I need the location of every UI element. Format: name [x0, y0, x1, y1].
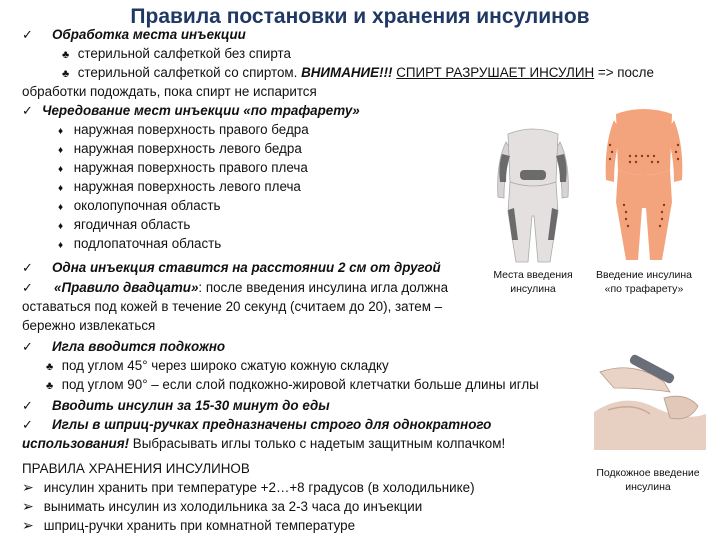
site-list-item: ♦ наружная поверхность левого бедра — [58, 140, 302, 159]
site-list-item: ♦ наружная поверхность правого бедра — [58, 121, 309, 140]
check-icon: ✓ — [22, 417, 33, 432]
section-6-heading: ✓ Вводить инсулин за 15-30 минут до еды — [22, 398, 330, 413]
warning-text: СПИРТ РАЗРУШАЕТ ИНСУЛИН — [396, 65, 595, 80]
injection-sites-figure — [488, 112, 578, 267]
club-bullet-icon: ♣ — [62, 49, 70, 61]
arrow-bullet-icon: ➢ — [22, 517, 34, 533]
site-list-item: ♦ наружная поверхность правого плеча — [58, 159, 308, 178]
check-icon: ✓ — [22, 280, 33, 295]
diamond-bullet-icon: ♦ — [58, 183, 64, 194]
section-2-heading: ✓ Чередование мест инъекции «по трафарету» — [22, 103, 360, 118]
figure-1-caption: Места введения инсулина — [493, 269, 573, 295]
check-icon: ✓ — [22, 260, 33, 275]
section-7-heading: ✓ Иглы в шприц-ручках предназначены строго для однократного — [22, 417, 492, 432]
check-icon: ✓ — [22, 398, 33, 413]
figure-3-caption: Подкожное введение инсулина — [596, 467, 700, 493]
page-title: Правила постановки и хранения инсулинов — [130, 5, 590, 28]
club-bullet-icon: ♣ — [62, 68, 70, 80]
section-5-item-1: ♣ под углом 45° через широко сжатую кожную складку — [46, 357, 389, 376]
check-icon: ✓ — [22, 103, 33, 118]
arrow-bullet-icon: ➢ — [22, 498, 34, 514]
section-4-line-1: ✓ «Правило двадцати»: после введения инсулина игла должна — [22, 280, 449, 295]
arrow-bullet-icon: ➢ — [22, 479, 34, 495]
section-1-item-2: ♣ стерильной салфеткой со спиртом. ВНИМАНИЕ!!! СПИРТ РАЗРУШАЕТ ИНСУЛИН => после — [62, 64, 654, 83]
storage-item: ➢ инсулин хранить при температуре +2…+8 градусов (в холодильнике) — [22, 479, 475, 495]
warning-label: ВНИМАНИЕ!!! — [301, 65, 393, 80]
site-list-item: ♦ наружная поверхность левого плеча — [58, 178, 301, 197]
subcutaneous-injection-figure — [594, 352, 706, 450]
section-5-item-2: ♣ под углом 90° – если слой подкожно-жировой клетчатки больше длины иглы — [46, 376, 539, 395]
site-list-item: ♦ подлопаточная область — [58, 235, 221, 254]
diamond-bullet-icon: ♦ — [58, 145, 64, 156]
section-3-heading: ✓ Одна инъекция ставится на расстоянии 2 см от другой — [22, 260, 441, 275]
diamond-bullet-icon: ♦ — [58, 164, 64, 175]
section-1-heading: ✓ Обработка места инъекции — [22, 27, 246, 42]
section-5-heading: ✓ Игла вводится подкожно — [22, 339, 226, 354]
storage-item: ➢ вынимать инсулин из холодильника за 2-3 часа до инъекции — [22, 498, 423, 514]
injection-rotation-figure — [600, 100, 688, 265]
section-4-line-3: бережно извлекаться — [22, 318, 156, 333]
club-bullet-icon: ♣ — [46, 361, 54, 373]
check-icon: ✓ — [22, 339, 33, 354]
diamond-bullet-icon: ♦ — [58, 126, 64, 137]
section-1-item-2-cont: обработки подождать, пока спирт не испарится — [22, 84, 317, 99]
storage-item: ➢ шприц-ручки хранить при комнатной температуре — [22, 517, 356, 533]
site-list-item: ♦ ягодичная область — [58, 216, 190, 235]
diamond-bullet-icon: ♦ — [58, 240, 64, 251]
storage-heading: ПРАВИЛА ХРАНЕНИЯ ИНСУЛИНОВ — [22, 461, 250, 476]
diamond-bullet-icon: ♦ — [58, 221, 64, 232]
diamond-bullet-icon: ♦ — [58, 202, 64, 213]
section-7-line-2: использования! Выбрасывать иглы только с надетым защитным колпачком! — [22, 436, 506, 451]
check-icon: ✓ — [22, 27, 33, 42]
club-bullet-icon: ♣ — [46, 380, 54, 392]
section-4-line-2: оставаться под кожей в течение 20 секунд (считаем до 20), затем – — [22, 299, 443, 314]
section-1-item-1: ♣ стерильной салфеткой без спирта — [62, 45, 291, 64]
site-list-item: ♦ околопупочная область — [58, 197, 220, 216]
figure-2-caption: Введение инсулина «по трафарету» — [595, 269, 693, 295]
